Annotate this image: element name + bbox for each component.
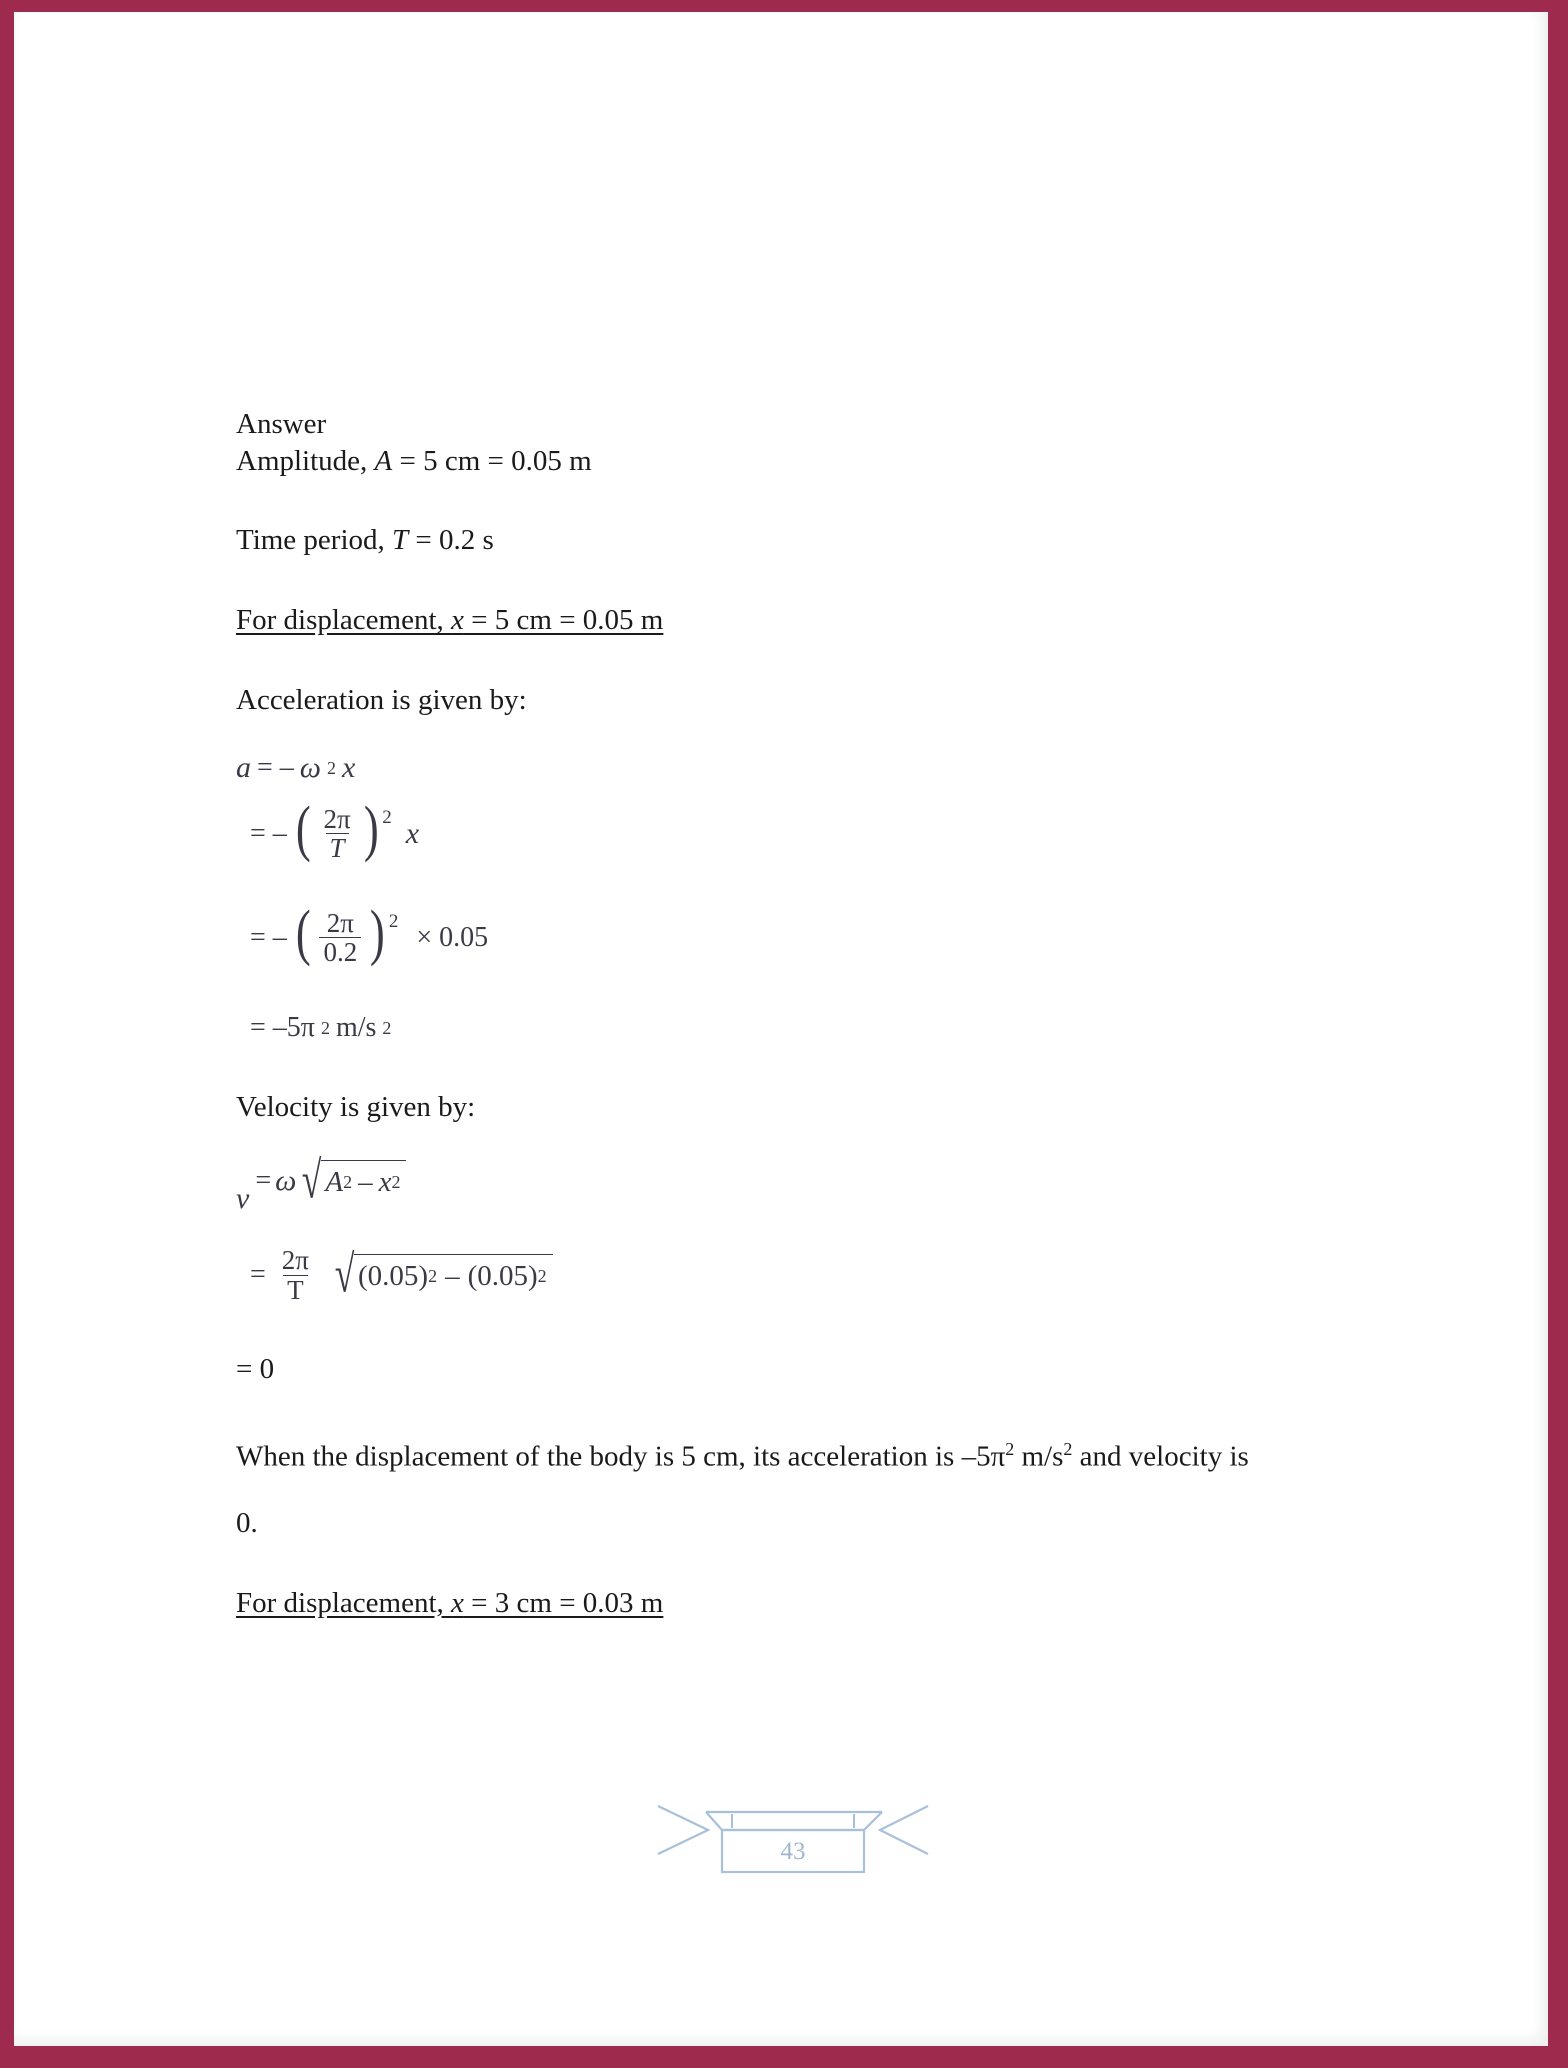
fraction-numerator: 2π [326, 907, 354, 938]
displacement-case-1 [236, 601, 1366, 639]
left-paren: ( [295, 898, 311, 967]
square-root-group [333, 1246, 553, 1304]
radicand-x: x [378, 1166, 392, 1199]
displacement-1-variable: x [451, 604, 464, 636]
accel-eq3-exponent: 2 [388, 910, 399, 932]
omega-exponent: 2 [326, 757, 336, 778]
square-root-group [300, 1152, 406, 1211]
conclusion-text-1: When the displacement of the body is 5 cm, its acceleration is –5 [236, 1440, 991, 1473]
equation-acceleration-result [250, 1012, 1366, 1044]
accel-eq1-equals: = – [257, 752, 294, 783]
conclusion-exponent-2: 2 [1063, 1439, 1073, 1460]
radical-icon: √ [302, 1152, 322, 1211]
equation-acceleration-2 [250, 795, 1366, 864]
time-period-variable: T [392, 524, 409, 556]
accel-eq3-equals: = – [250, 921, 287, 953]
accel-eq1-x: x [341, 751, 356, 784]
radicand-term-2-exponent: 2 [537, 1266, 547, 1287]
conclusion-line-1 [236, 1430, 1366, 1476]
accel-result-value: = –5π [250, 1012, 315, 1044]
radicand [354, 1254, 553, 1296]
accel-eq2-equals: = – [250, 817, 287, 849]
radicand-term-1-exponent: 2 [428, 1266, 438, 1287]
answer-body [236, 405, 1366, 1622]
fraction-numerator: 2π [323, 804, 351, 834]
right-paren: ) [370, 898, 385, 967]
acceleration-label: Acceleration is given by: [236, 684, 527, 716]
conclusion-line-2: 0. [236, 1506, 258, 1539]
displacement-1-value: = 5 cm = 0.05 m [463, 604, 664, 636]
amplitude-line [236, 443, 1366, 479]
accel-eq3-multiplier: × 0.05 [416, 921, 489, 953]
velocity-eq1-rhs [255, 1152, 406, 1211]
equation-velocity-1 [236, 1152, 1366, 1216]
amplitude-prefix: Amplitude, [236, 445, 375, 477]
equation-velocity-2 [250, 1246, 1366, 1304]
accel-eq2-exponent: 2 [382, 807, 392, 828]
radicand [321, 1160, 406, 1202]
omega-symbol: ω [299, 751, 321, 784]
radicand-A: A [325, 1166, 344, 1199]
conclusion-text-2: and velocity is [1072, 1440, 1249, 1473]
fraction-denominator: 0.2 [319, 937, 361, 966]
time-period-line [236, 521, 1366, 559]
accel-eq2-parenthesized [293, 795, 392, 864]
conclusion-pi: π [990, 1440, 1006, 1473]
radicand-term-2: (0.05) [467, 1260, 538, 1293]
accel-eq2-x: x [405, 816, 420, 850]
amplitude-variable: A [374, 445, 393, 477]
velocity-result: = 0 [236, 1353, 275, 1386]
fraction-2pi-over-T [313, 805, 360, 863]
velocity-eq2-equals: = [250, 1259, 266, 1291]
accel-result-units: m/s [335, 1012, 377, 1044]
accel-eq3-parenthesized [293, 898, 399, 968]
answer-heading: Answer [236, 408, 327, 440]
fraction-denominator: T [283, 1275, 308, 1304]
radicand-term-1: (0.05) [358, 1260, 429, 1293]
radical-icon: √ [334, 1246, 355, 1304]
radicand-x-exponent: 2 [391, 1172, 401, 1193]
page-number: 43 [780, 1838, 806, 1865]
fraction-numerator: 2π [281, 1245, 309, 1276]
equation-acceleration-3 [250, 898, 1366, 968]
omega-symbol: ω [275, 1164, 297, 1198]
accel-result-exponent: 2 [320, 1017, 330, 1038]
conclusion-exponent-1: 2 [1005, 1439, 1015, 1460]
fraction-2pi-over-0.2 [313, 909, 367, 967]
displacement-1-prefix: For displacement, [236, 604, 452, 636]
page-number-ribbon [648, 1800, 938, 1890]
conclusion-units: m/s [1014, 1440, 1064, 1473]
velocity-eq1-lhs: v [236, 1182, 250, 1216]
velocity-eq1-equals: = [255, 1165, 272, 1197]
time-period-prefix: Time period, [236, 524, 393, 556]
displacement-2-value: = 3 cm = 0.03 m [463, 1586, 664, 1619]
fraction-denominator: T [326, 833, 349, 862]
displacement-case-2 [236, 1584, 1366, 1622]
amplitude-value: = 5 cm = 0.05 m [392, 445, 592, 477]
velocity-label: Velocity is given by: [236, 1091, 476, 1124]
right-paren: ) [363, 795, 379, 863]
displacement-2-prefix: For displacement, [236, 1586, 452, 1619]
displacement-2-variable: x [451, 1586, 464, 1619]
fraction-2pi-over-T [272, 1246, 319, 1304]
radicand-minus: – [358, 1166, 373, 1199]
left-paren: ( [295, 795, 311, 863]
time-period-value: = 0.2 s [408, 524, 494, 556]
equation-acceleration-1 [236, 751, 1366, 785]
radicand-minus: – [445, 1260, 460, 1293]
accel-eq1-lhs: a [236, 751, 251, 784]
radicand-A-exponent: 2 [343, 1172, 353, 1193]
accel-result-units-exponent: 2 [382, 1017, 392, 1038]
